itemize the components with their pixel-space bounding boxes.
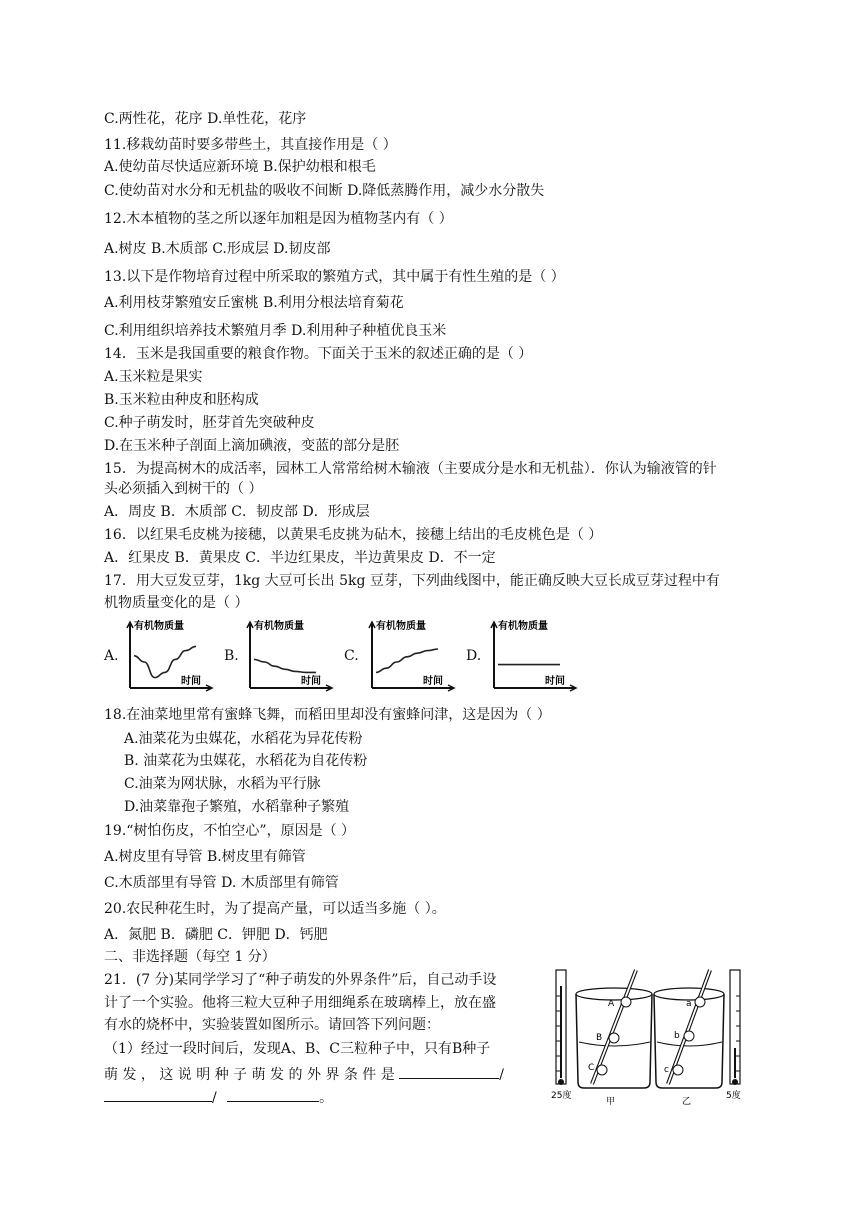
q12-options: A.树皮 B.木质部 C.形成层 D.韧皮部 [104,241,331,257]
q17-stem: 17．用大豆发豆芽，1kg 大豆可长出 5kg 豆芽，下列曲线图中，能正确反映大豆长成豆芽过程中有 [104,573,720,589]
seed-label-a: a [686,999,692,1009]
x-axis-label: 时间 [423,676,443,687]
series-line-option-a [134,646,196,677]
chart-option-b [240,618,335,696]
seed-germination-apparatus-figure [548,966,746,1108]
y-axis-label: 有机物质量 [134,621,184,632]
q13-stem: 13.以下是作物培育过程中所采取的繁殖方式，其中属于有性生殖的是（ ） [104,269,565,285]
q14-option-b: B.玉米粒由种皮和胚构成 [104,392,259,408]
q19-stem: 19.“树怕伤皮，不怕空心”，原因是（ ） [104,823,356,839]
seed-label-C: C [588,1063,595,1073]
q18-option-c: C.油菜为网状脉，水稻为平行脉 [124,776,321,792]
series-line-option-c [376,649,438,672]
q11-options-cd: C.使幼苗对水分和无机盐的吸收不间断 D.降低蒸腾作用，减少水分散失 [104,183,545,199]
q15-stem-cont: 头必须插入到树干的（ ） [104,481,263,497]
seed-label-A: A [608,999,615,1009]
thermometer-left-label: 25度 [551,1091,572,1101]
beaker-left-label: 甲 [606,1097,616,1107]
y-axis-label: 有机物质量 [376,621,426,632]
q21-sub1-cont2 [104,1087,333,1107]
seed-label-b: b [674,1031,680,1041]
blank-separator-2: / [212,1090,217,1106]
y-axis-label: 有机物质量 [254,621,304,632]
q21-stem-2: 计了一个实验。他将三粒大豆种子用细绳系在玻璃棒上，放在盛 [104,995,496,1011]
blank-separator-1: / [499,1067,504,1083]
q10-options-cd: C.两性花，花序 D.单性花，花序 [104,111,307,127]
thermometer-left-icon [556,970,566,1085]
q19-options-cd: C.木质部里有导管 D. 木质部里有筛管 [104,875,339,891]
q14-option-d: D.在玉米种子剖面上滴加碘液，变蓝的部分是胚 [104,438,400,454]
q17-stem-cont: 机物质量变化的是（ ） [104,595,249,611]
section-two-heading: 二、非选择题（每空 1 分） [104,949,276,965]
seed-label-c: c [664,1065,669,1075]
line-end-period: 。 [319,1090,334,1106]
q11-options-ab: A.使幼苗尽快适应新环境 B.保护幼根和根毛 [104,159,376,175]
x-axis-label: 时间 [181,676,201,687]
q12-stem: 12.木本植物的茎之所以逐年加粗是因为植物茎内有（ ） [104,211,453,227]
q13-options-ab: A.利用枝芽繁殖安丘蜜桃 B.利用分根法培育菊花 [104,295,404,311]
thermometer-right-label: 5度 [726,1091,741,1101]
q18-option-b: B. 油菜花为虫媒花，水稻花为自花传粉 [124,753,368,769]
q14-stem: 14．玉米是我国重要的粮食作物。下面关于玉米的叙述正确的是（ ） [104,346,533,362]
x-axis-label: 时间 [545,676,565,687]
q13-options-cd: C.利用组织培养技术繁殖月季 D.利用种子种植优良玉米 [104,323,447,339]
chart-option-a-label: A. [104,648,119,664]
chart-option-d [484,618,579,696]
chart-option-d-label: D. [466,648,482,664]
q21-stem-3: 有水的烧杯中，实验装置如图所示。请回答下列问题： [104,1017,440,1033]
q20-stem: 20.农民种花生时，为了提高产量，可以适当多施（ ）。 [104,901,446,917]
chart-option-c [362,618,457,696]
chart-option-c-label: C. [344,648,359,664]
seed-label-B: B [596,1033,603,1043]
answer-blank-1[interactable] [399,1064,499,1079]
q15-options: A．周皮 B．木质部 C．韧皮部 D．形成层 [104,504,370,520]
q15-stem: 15．为提高树木的成活率，园林工人常常给树木输液（主要成分是水和无机盐）．你认为输液管的针 [104,461,717,477]
q18-option-a: A.油菜花为虫媒花，水稻花为异花传粉 [124,731,363,747]
q16-options: A．红果皮 B．黄果皮 C．半边红果皮，半边黄果皮 D．不一定 [104,550,496,566]
y-axis-label: 有机物质量 [498,621,548,632]
answer-blank-2[interactable] [104,1087,212,1102]
answer-blank-3[interactable] [227,1087,319,1102]
x-axis-label: 时间 [301,676,321,687]
chart-option-b-label: B. [224,648,239,664]
thermometer-right-icon [730,970,740,1085]
q18-option-d: D.油菜靠孢子繁殖，水稻靠种子繁殖 [124,799,350,815]
q20-options: A．氮肥 B．磷肥 C．钾肥 D．钙肥 [104,927,328,943]
series-line-option-b [254,659,316,672]
q18-stem: 18.在油菜地里常有蜜蜂飞舞，而稻田里却没有蜜蜂问津，这是因为（ ） [104,707,551,723]
q21-sub1: （1）经过一段时间后，发现A、B、C三粒种子中，只有B种子 [104,1041,491,1057]
beaker-right-label: 乙 [682,1097,692,1107]
q21-sub1-text: 萌 发 ， 这 说 明 种 子 萌 发 的 外 界 条 件 是 [104,1067,395,1083]
q11-stem: 11.移栽幼苗时要多带些土，其直接作用是（ ） [104,137,397,153]
q21-stem-1: 21．(7 分)某同学学习了“种子萌发的外界条件”后，自己动手设 [104,972,497,988]
q19-options-ab: A.树皮里有导管 B.树皮里有筛管 [104,849,306,865]
chart-option-a [120,618,215,696]
q14-option-a: A.玉米粒是果实 [104,369,203,385]
q21-sub1-cont [104,1064,504,1084]
q16-stem: 16．以红果毛皮桃为接穗，以黄果毛皮挑为砧木，接穗上结出的毛皮桃色是（ ） [104,527,603,543]
q14-option-c: C.种子萌发时，胚芽首先突破种皮 [104,415,315,431]
